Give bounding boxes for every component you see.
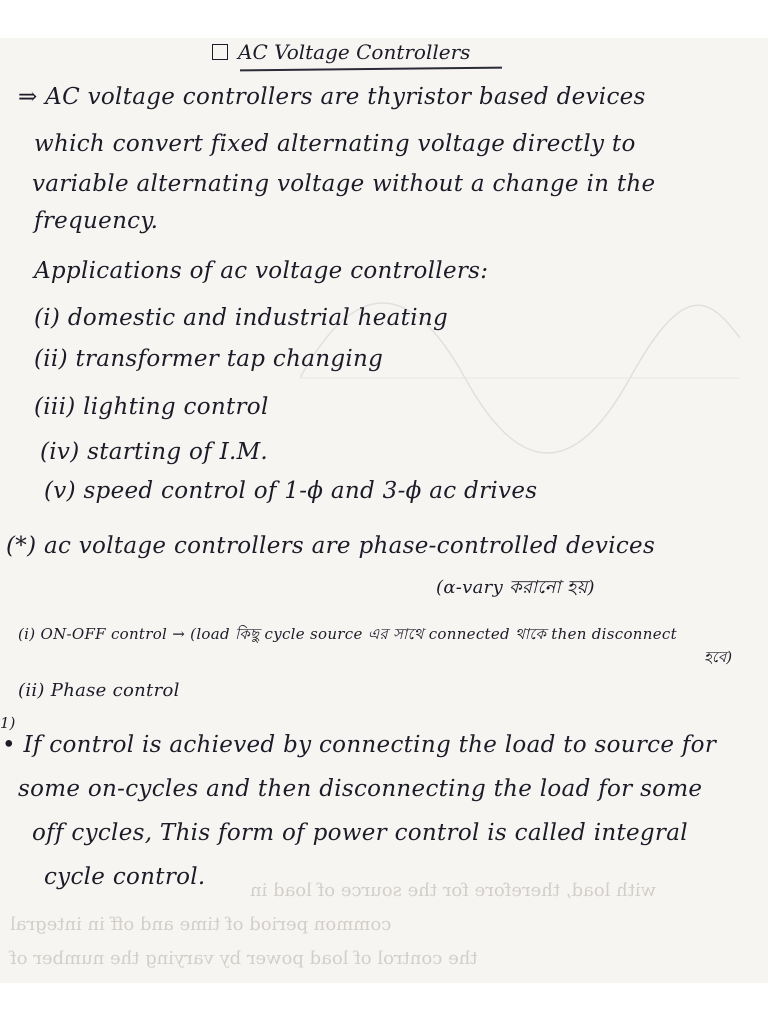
control-type-on-off-cont: হবে) [704, 648, 733, 666]
heading-box-icon [212, 44, 228, 60]
bleed-through-text: common period of time and off in integral [10, 914, 392, 935]
phase-note-alpha: (α-vary করানো হয়) [436, 577, 595, 598]
intro-line: variable alternating voltage without a change in the [32, 171, 656, 197]
phase-note: (*) ac voltage controllers are phase-controlled devices [6, 533, 656, 559]
integral-line: cycle control. [44, 864, 206, 890]
integral-line: off cycles, This form of power control is called integral [32, 820, 688, 846]
application-item: (ii) transformer tap changing [34, 346, 384, 372]
intro-line: ⇒ AC voltage controllers are thyristor based devices [18, 84, 646, 110]
intro-line: frequency. [34, 208, 159, 234]
integral-line: some on-cycles and then disconnecting the load for some [18, 776, 703, 802]
applications-heading: Applications of ac voltage controllers: [34, 258, 489, 284]
integral-line: • If control is achieved by connecting the load to source for [2, 732, 717, 758]
application-item: (iv) starting of I.M. [40, 439, 269, 465]
application-item: (i) domestic and industrial heating [34, 305, 449, 331]
integral-marker: 1) [0, 714, 16, 732]
control-type-on-off: (i) ON-OFF control → (load কিছু cycle source এর সাথে connected থাকে then disconnect [18, 625, 677, 643]
notebook-page [0, 38, 768, 983]
intro-line: which convert fixed alternating voltage directly to [34, 131, 636, 157]
bleed-through-text: with load, therefore for the source of load in [250, 880, 657, 901]
application-item: (iii) lighting control [34, 394, 269, 420]
control-type-phase: (ii) Phase control [18, 680, 180, 701]
title-underline [240, 67, 502, 72]
page-title: AC Voltage Controllers [212, 40, 470, 64]
bleed-through-text: the control of load power by varying the number of [10, 948, 478, 969]
application-item: (v) speed control of 1-ϕ and 3-ϕ ac drives [44, 478, 538, 504]
